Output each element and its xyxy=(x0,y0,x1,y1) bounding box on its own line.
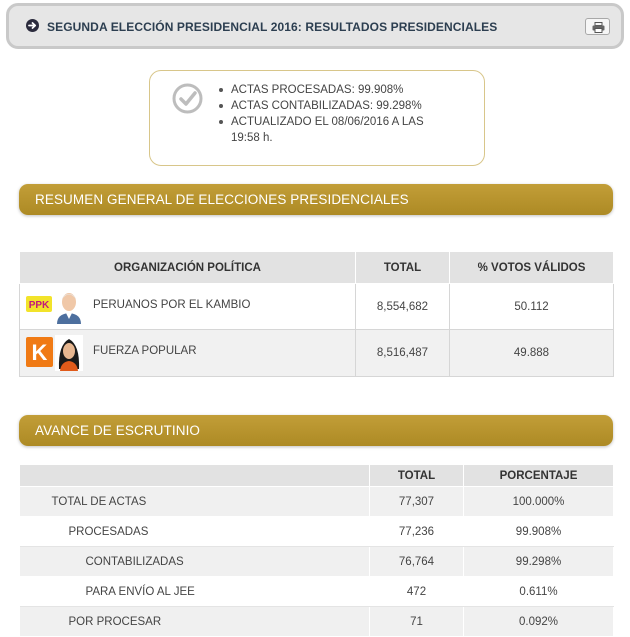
summary-item-actualizado: ACTUALIZADO EL 08/06/2016 A LAS 19:58 h. xyxy=(217,114,447,146)
row-pct: 0.611% xyxy=(464,577,614,607)
row-label: PARA ENVÍO AL JEE xyxy=(20,577,370,607)
table-row xyxy=(20,330,614,377)
table-row xyxy=(20,607,614,637)
section-header-avance xyxy=(19,415,613,446)
summary-item-procesadas: ACTAS PROCESADAS: 99.908% xyxy=(217,82,447,98)
summary-item-contabilizadas: ACTAS CONTABILIZADAS: 99.298% xyxy=(217,98,447,114)
row-label: TOTAL DE ACTAS xyxy=(20,487,370,517)
row-pct: 100.000% xyxy=(464,487,614,517)
candidate-photo-fp xyxy=(55,335,83,371)
table-header-row xyxy=(20,465,614,487)
row-label: POR PROCESAR xyxy=(20,607,370,637)
row-total: 77,236 xyxy=(370,517,464,547)
row-total: 77,307 xyxy=(370,487,464,517)
party-pct: 50.112 xyxy=(450,284,614,330)
party-name: FUERZA POPULAR xyxy=(93,345,197,357)
page-header xyxy=(6,3,624,49)
row-label: PROCESADAS xyxy=(20,517,370,547)
table-header-row xyxy=(20,252,614,284)
party-cell xyxy=(20,284,356,330)
col-header-organizacion: ORGANIZACIÓN POLÍTICA xyxy=(20,252,356,284)
print-button[interactable] xyxy=(585,18,610,35)
row-pct: 0.092% xyxy=(464,607,614,637)
svg-text:K: K xyxy=(31,340,48,365)
table-row xyxy=(20,284,614,330)
row-pct: 99.908% xyxy=(464,517,614,547)
col-header-total: TOTAL xyxy=(356,252,450,284)
party-cell xyxy=(20,330,356,377)
party-pct: 49.888 xyxy=(450,330,614,377)
row-total: 71 xyxy=(370,607,464,637)
arrow-right-circle-icon xyxy=(26,19,39,32)
col-header-empty xyxy=(20,465,370,487)
summary-box xyxy=(149,70,485,166)
section-title-resumen: RESUMEN GENERAL DE ELECCIONES PRESIDENCIALES xyxy=(35,192,409,207)
printer-icon xyxy=(592,22,605,33)
col-header-porcentaje: PORCENTAJE xyxy=(464,465,614,487)
row-total: 76,764 xyxy=(370,547,464,577)
check-circle-icon xyxy=(172,83,203,114)
table-row xyxy=(20,577,614,607)
col-header-votos: % VOTOS VÁLIDOS xyxy=(450,252,614,284)
candidate-photo-ppk xyxy=(55,288,83,324)
party-name: PERUANOS POR EL KAMBIO xyxy=(93,299,251,311)
row-total: 472 xyxy=(370,577,464,607)
party-total: 8,554,682 xyxy=(356,284,450,330)
party-total: 8,516,487 xyxy=(356,330,450,377)
summary-list xyxy=(217,82,447,146)
ppk-logo xyxy=(26,296,52,312)
section-title-avance: AVANCE DE ESCRUTINIO xyxy=(35,423,201,438)
fuerza-popular-logo xyxy=(26,337,53,367)
table-row xyxy=(20,517,614,547)
svg-text:PPK: PPK xyxy=(28,300,50,311)
table-row xyxy=(20,547,614,577)
row-pct: 99.298% xyxy=(464,547,614,577)
section-header-resumen xyxy=(19,184,613,215)
results-table xyxy=(19,251,614,377)
row-label: CONTABILIZADAS xyxy=(20,547,370,577)
avance-table xyxy=(19,464,614,637)
table-row xyxy=(20,487,614,517)
col-header-total: TOTAL xyxy=(370,465,464,487)
page-title: SEGUNDA ELECCIÓN PRESIDENCIAL 2016: RESULTADOS PRESIDENCIALES xyxy=(47,20,498,34)
